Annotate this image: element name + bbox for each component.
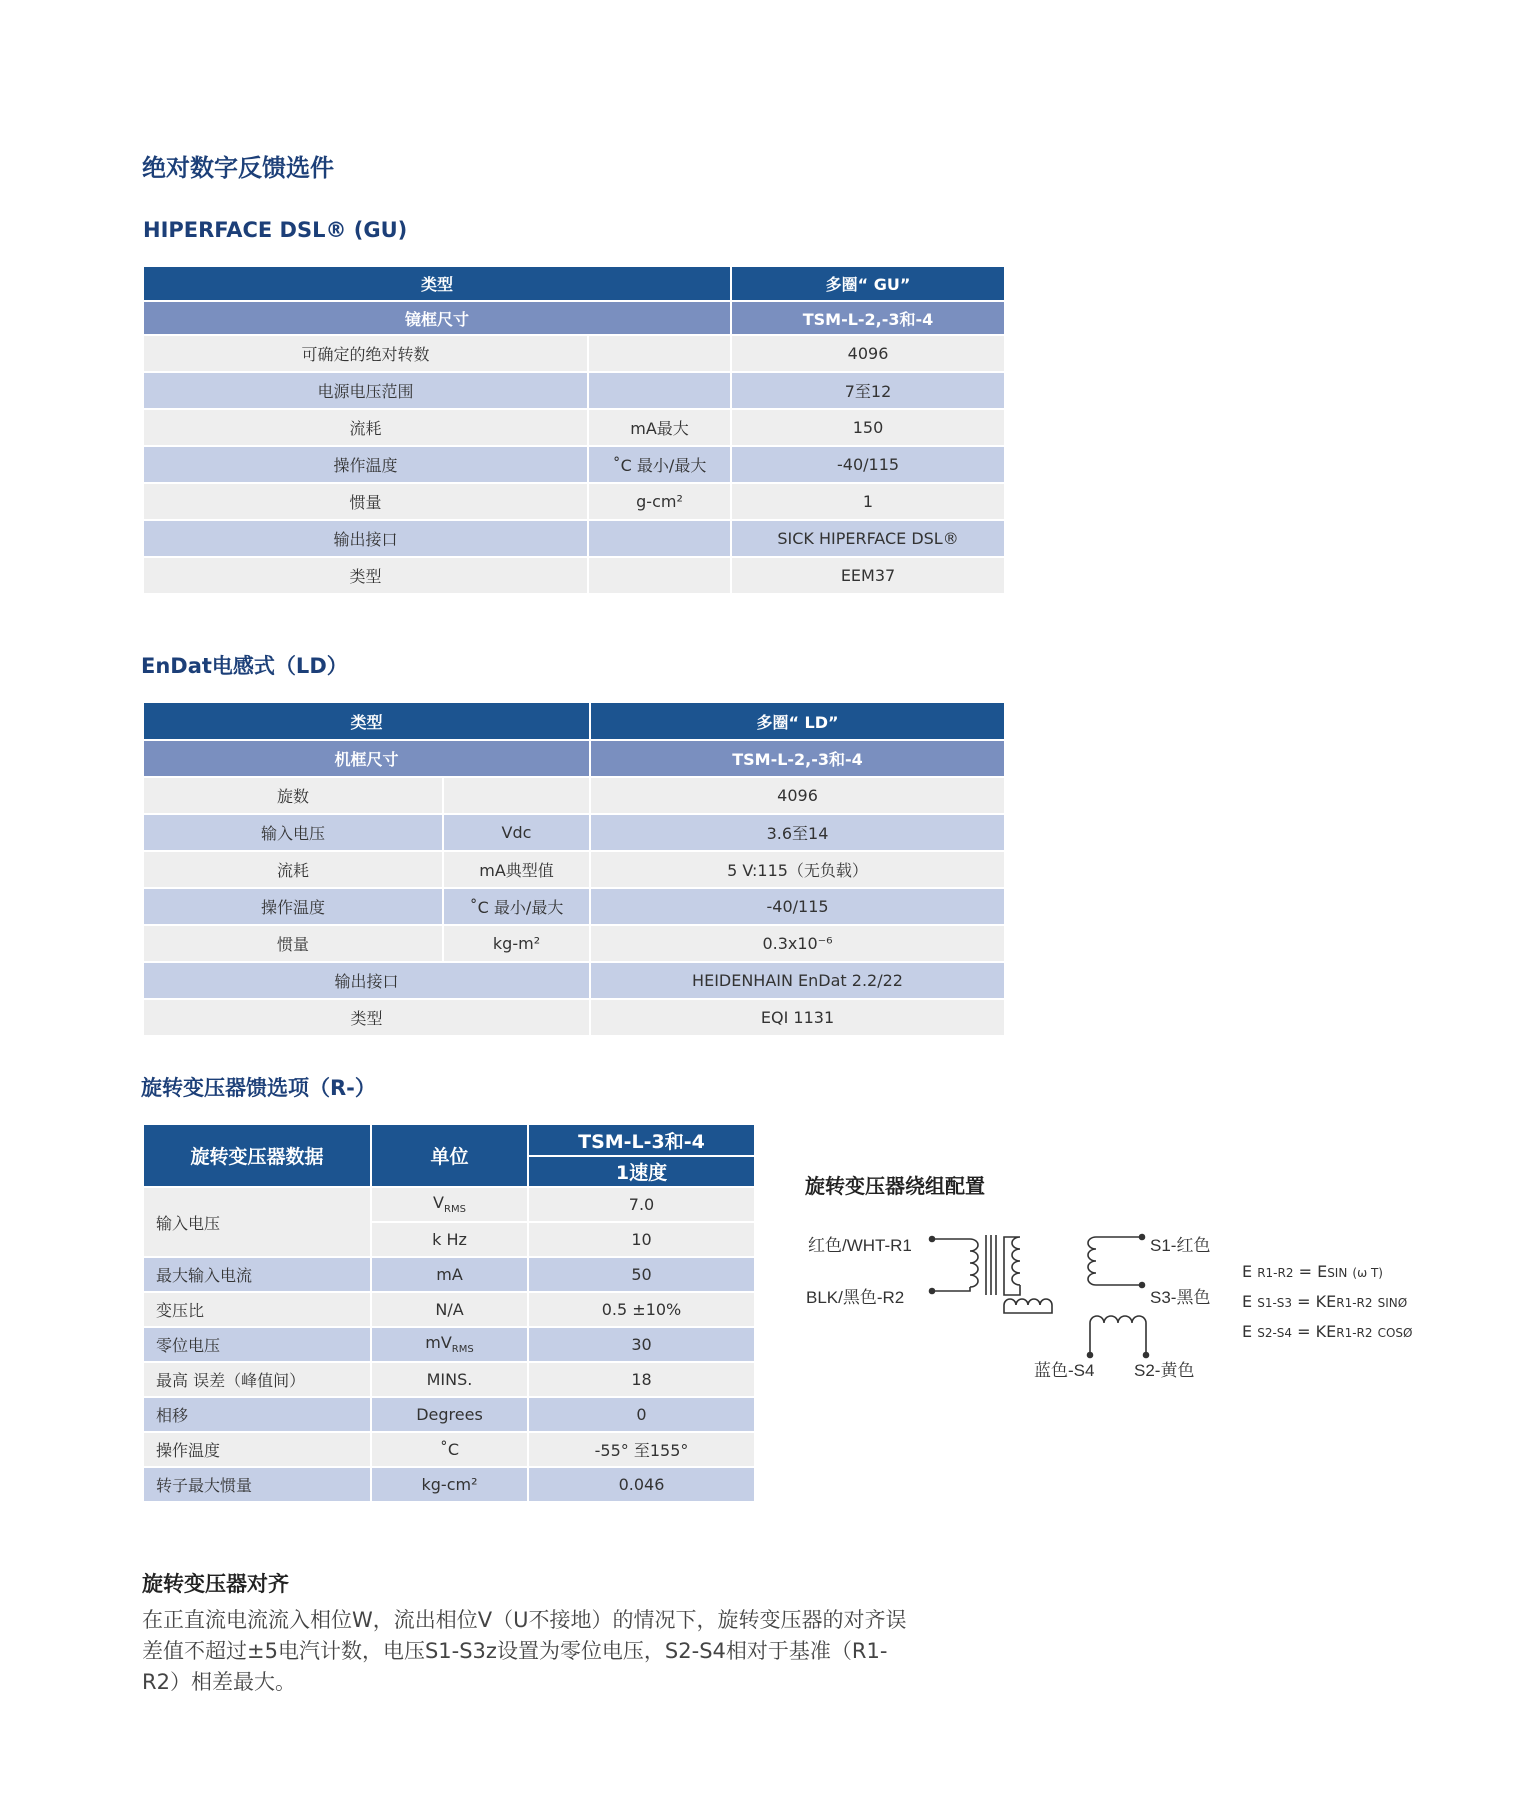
row-value: HEIDENHAIN EnDat 2.2/22 [590, 962, 1004, 999]
row-unit: kg-m² [443, 925, 590, 962]
row-label: 操作温度 [144, 446, 588, 483]
row-unit [371, 1187, 528, 1222]
winding-schematic [920, 1225, 1160, 1365]
ld-table [144, 703, 1004, 1037]
row-value: -40/115 [731, 446, 1004, 483]
ld-subheader-frame: 机框尺寸 [144, 740, 590, 777]
terminal-s3 [1140, 1283, 1145, 1288]
row-label: 惯量 [144, 483, 588, 520]
row-value: 3.6至14 [590, 814, 1004, 851]
stator-leads-s2-s4 [1090, 1323, 1146, 1353]
row-label: 惯量 [144, 925, 443, 962]
table-row [144, 520, 1004, 557]
equation-s1-s3 [1242, 1292, 1407, 1311]
ld-header-type: 类型 [144, 703, 590, 740]
gu-header-type: 类型 [144, 267, 731, 301]
row-value: EEM37 [731, 557, 1004, 594]
row-unit: ˚C 最小/最大 [588, 446, 731, 483]
label-r1: 红色/WHT-R1 [808, 1236, 912, 1255]
winding-title: 旋转变压器绕组配置 [805, 1174, 985, 1198]
ld-header-model: 多圈“ LD” [590, 703, 1004, 740]
table-row [144, 962, 1004, 999]
row-value: 10 [528, 1222, 754, 1257]
table-row [144, 557, 1004, 594]
lead-r2 [934, 1287, 970, 1291]
row-value: 5 V:115（无负载） [590, 851, 1004, 888]
row-label: 输出接口 [144, 962, 590, 999]
unit-main: mV [425, 1333, 452, 1353]
table-row [144, 1257, 754, 1292]
row-unit: mA典型值 [443, 851, 590, 888]
table-row [144, 925, 1004, 962]
eq-rhs: = KE [1297, 1322, 1337, 1341]
eq-rhs: = KE [1297, 1292, 1337, 1311]
table-row [144, 1467, 754, 1502]
alignment-title: 旋转变压器对齐 [142, 1572, 289, 1596]
row-value: 0.046 [528, 1467, 754, 1502]
resolver-header-data: 旋转变压器数据 [144, 1125, 371, 1187]
row-value: 30 [528, 1327, 754, 1362]
row-value: 1 [731, 483, 1004, 520]
label-r2: BLK/黑色-R2 [806, 1288, 905, 1307]
row-unit [588, 557, 731, 594]
ld-section-title: EnDat电感式（LD） [141, 654, 348, 678]
row-unit [588, 335, 731, 372]
row-value: -55° 至155° [528, 1432, 754, 1467]
row-unit [443, 777, 590, 814]
terminal-s4 [1088, 1353, 1093, 1358]
row-unit: k Hz [371, 1222, 528, 1257]
row-value: 7至12 [731, 372, 1004, 409]
equation-s2-s4 [1242, 1322, 1413, 1341]
gu-section-title: HIPERFACE DSL® (GU) [143, 218, 408, 242]
row-unit: Vdc [443, 814, 590, 851]
row-value: 4096 [731, 335, 1004, 372]
table-row [144, 1397, 754, 1432]
row-label: 旋数 [144, 777, 443, 814]
eq-rhs: = E [1298, 1262, 1328, 1281]
eq-lhs-sub: S2-S4 [1257, 1326, 1293, 1340]
gu-header-model: 多圈“ GU” [731, 267, 1004, 301]
rotor-coil [1004, 1237, 1020, 1295]
table-row [144, 814, 1004, 851]
row-unit: kg-cm² [371, 1467, 528, 1502]
rotor-coil-lower [1004, 1299, 1052, 1313]
alignment-text: 在正直流电流流入相位W，流出相位V（U不接地）的情况下，旋转变压器的对齐误差值不超过±5电汽计数，电压S1-S3z设置为零位电压，S2-S4相对于基准（R1-R2）相差最大。 [142, 1608, 907, 1694]
row-unit [588, 520, 731, 557]
eq-rhs-mid: SIN [1327, 1266, 1348, 1280]
terminal-s1 [1140, 1235, 1145, 1240]
unit-subscript: RMS [444, 1204, 466, 1216]
row-value: SICK HIPERFACE DSL® [731, 520, 1004, 557]
eq-lhs: E [1242, 1322, 1253, 1341]
label-s1: S1-红色 [1150, 1236, 1211, 1255]
table-row [144, 1362, 754, 1397]
table-row [144, 777, 1004, 814]
stator-coil-s2-s4 [1090, 1316, 1146, 1323]
row-value: -40/115 [590, 888, 1004, 925]
row-label: 操作温度 [144, 888, 443, 925]
label-s4: 蓝色-S4 [1034, 1361, 1095, 1380]
row-label: 输入电压 [144, 1187, 371, 1257]
row-value: 7.0 [528, 1187, 754, 1222]
eq-rhs-tail: COSØ [1377, 1326, 1413, 1340]
row-label: 转子最大惯量 [144, 1467, 371, 1502]
unit-subscript: RMS [451, 1344, 474, 1356]
equation-r1-r2 [1242, 1262, 1383, 1281]
row-unit: mA最大 [588, 409, 731, 446]
eq-rhs-mid: R1-R2 [1336, 1296, 1373, 1310]
table-row [144, 1327, 754, 1362]
row-unit: N/A [371, 1292, 528, 1327]
table-row [144, 409, 1004, 446]
row-label: 变压比 [144, 1292, 371, 1327]
unit-main: V [433, 1193, 444, 1213]
gu-subheader-frame: 镜框尺寸 [144, 301, 731, 335]
row-label: 相移 [144, 1397, 371, 1432]
row-unit [371, 1327, 528, 1362]
terminal-r1 [930, 1237, 935, 1242]
ld-subheader-value: TSM-L-2,-3和-4 [590, 740, 1004, 777]
resolver-header-unit: 单位 [371, 1125, 528, 1187]
page-title: 绝对数字反馈选件 [142, 154, 334, 182]
stator-leads-s1-s3 [1096, 1237, 1140, 1285]
row-unit: ˚C 最小/最大 [443, 888, 590, 925]
row-label: 最高 误差（峰值间） [144, 1362, 371, 1397]
primary-coil [970, 1239, 978, 1287]
row-value: 4096 [590, 777, 1004, 814]
eq-rhs-tail: (ω T) [1352, 1266, 1383, 1280]
row-label: 输出接口 [144, 520, 588, 557]
table-row [144, 1292, 754, 1327]
resolver-header-model: TSM-L-3和-4 [528, 1125, 754, 1156]
eq-lhs-sub: R1-R2 [1257, 1266, 1294, 1280]
row-unit: MINS. [371, 1362, 528, 1397]
row-label: 类型 [144, 999, 590, 1036]
row-label: 电源电压范围 [144, 372, 588, 409]
terminal-r2 [930, 1289, 935, 1294]
row-label: 类型 [144, 557, 588, 594]
row-unit: g-cm² [588, 483, 731, 520]
eq-rhs-tail: SINØ [1377, 1296, 1408, 1310]
table-row [144, 851, 1004, 888]
label-s3: S3-黑色 [1150, 1288, 1211, 1307]
row-value: 18 [528, 1362, 754, 1397]
row-value: EQI 1131 [590, 999, 1004, 1036]
table-row [144, 483, 1004, 520]
gu-subheader-value: TSM-L-2,-3和-4 [731, 301, 1004, 335]
eq-lhs-sub: S1-S3 [1257, 1296, 1293, 1310]
row-label: 可确定的绝对转数 [144, 335, 588, 372]
row-value: 150 [731, 409, 1004, 446]
eq-lhs: E [1242, 1292, 1253, 1311]
gu-table [144, 267, 1004, 595]
table-row [144, 888, 1004, 925]
table-row [144, 335, 1004, 372]
row-label: 最大输入电流 [144, 1257, 371, 1292]
row-unit: ˚C [371, 1432, 528, 1467]
table-row [144, 1187, 754, 1222]
row-label: 操作温度 [144, 1432, 371, 1467]
row-value: 0 [528, 1397, 754, 1432]
table-row [144, 446, 1004, 483]
resolver-section-title: 旋转变压器馈选项（R-） [141, 1076, 376, 1100]
row-unit [588, 372, 731, 409]
table-row [144, 372, 1004, 409]
transformer-core [986, 1235, 996, 1295]
row-value: 0.3x10⁻⁶ [590, 925, 1004, 962]
row-unit: Degrees [371, 1397, 528, 1432]
row-label: 流耗 [144, 409, 588, 446]
row-unit: mA [371, 1257, 528, 1292]
stator-coil-s1-s3 [1088, 1237, 1096, 1285]
row-label: 零位电压 [144, 1327, 371, 1362]
resolver-table [144, 1125, 754, 1503]
eq-lhs: E [1242, 1262, 1253, 1281]
eq-rhs-mid: R1-R2 [1336, 1326, 1373, 1340]
table-row [144, 1432, 754, 1467]
row-label: 流耗 [144, 851, 443, 888]
terminal-s2 [1144, 1353, 1149, 1358]
row-label: 输入电压 [144, 814, 443, 851]
label-s2: S2-黄色 [1134, 1361, 1195, 1380]
resolver-header-speed: 1速度 [528, 1156, 754, 1187]
row-value: 50 [528, 1257, 754, 1292]
table-row [144, 999, 1004, 1036]
row-value: 0.5 ±10% [528, 1292, 754, 1327]
